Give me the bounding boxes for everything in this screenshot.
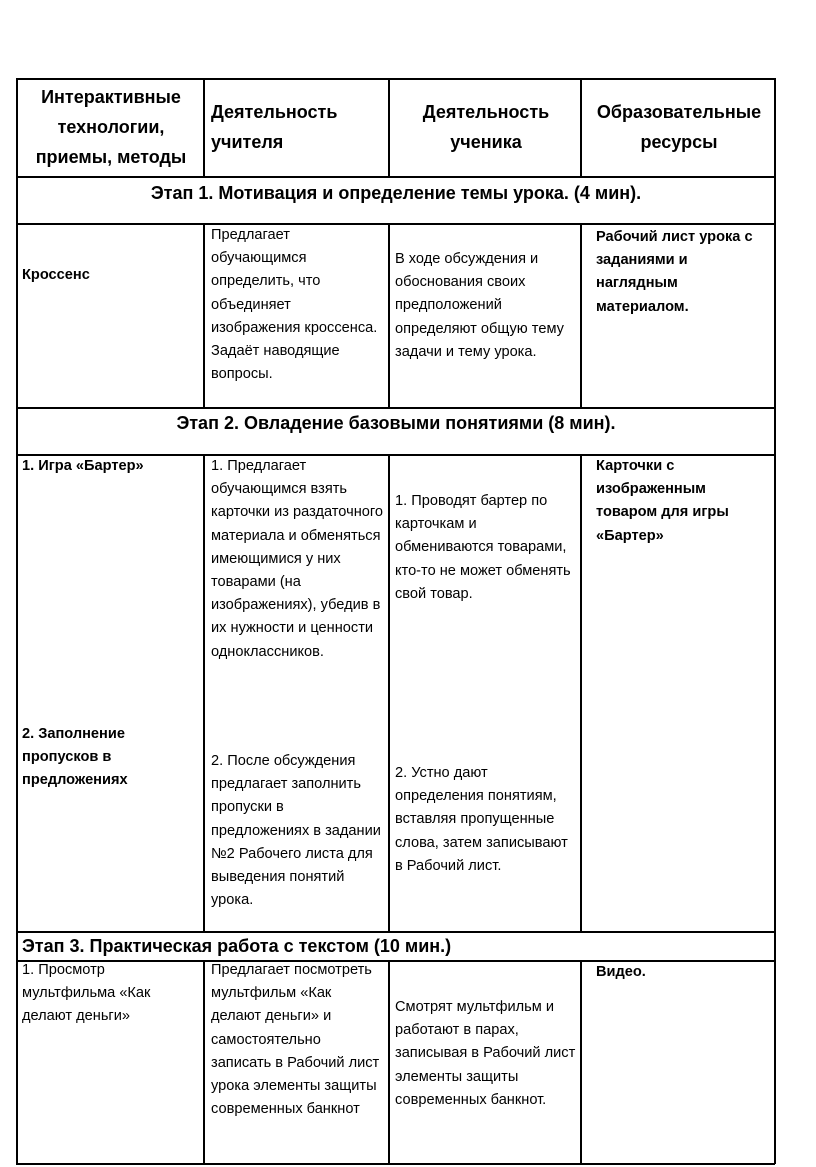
stage-3-title: Этап 3. Практическая работа с текстом (10 мин.) [22,936,452,956]
column-divider [203,960,205,1164]
column-divider [388,223,390,407]
column-divider [203,454,205,931]
stage-2-student-2: 2. Устно дают определения понятиям, вставляя пропущенные слова, затем записывают в Рабочий лист. [395,765,568,874]
row-divider [16,223,775,225]
column-divider [203,223,205,407]
stage-1-teacher: Предлагает обучающимся определить, что объединяет изображения кроссенса. Задаёт наводящие вопросы. [211,227,378,383]
stage-2-teacher-2: 2. После обсуждения предлагает заполнить пропуски в предложениях в задании №2 Рабочего листа для выведения понятий урока. [211,753,381,909]
stage-3-teacher: Предлагает посмотреть мультфильм «Как делают деньги» и самостоятельно записать в Рабочий лист урока элементы защиты современных банкнот [211,962,380,1118]
stage-3-student: Смотрят мультфильм и работают в парах, записывая в Рабочий лист элементы защиты современных банкнот. [395,999,576,1108]
table-border-top [16,78,775,80]
stage-2-title: Этап 2. Овладение базовыми понятиями (8 мин). [176,413,616,433]
stage-1-student: В ходе обсуждения и обоснования своих предположений определяют общую тему задачи и тему урока. [395,251,564,360]
stage-1-title: Этап 1. Мотивация и определение темы урока. (4 мин). [150,183,642,203]
column-divider [580,454,582,931]
table-border-left [16,78,18,1164]
stage-2-student-1: 1. Проводят бартер по карточкам и обмениваются товарами, кто-то не может обменять свой товар. [395,493,571,602]
stage-2-teacher-1: 1. Предлагает обучающимся взять карточки из раздаточного материала и обменяться имеющимися у них товарами (на изображениях), убедив в их нужности и ценности одноклассников. [211,458,383,660]
column-divider [580,223,582,407]
stage-2-resources: Карточки с изображенным товаром для игры «Бартер» [596,458,729,544]
column-divider [388,454,390,931]
column-divider [388,960,390,1164]
header-teacher-activity: Деятельность учителя [211,102,338,152]
header-methods: Интерактивные технологии, приемы, методы [35,87,187,167]
header-student-activity: Деятельность ученика [422,102,550,152]
stage-1-method: Кроссенс [22,267,90,283]
row-divider [16,931,775,933]
table-border-right [774,78,776,1164]
row-divider [16,407,775,409]
column-divider [580,78,582,176]
lesson-table [16,78,775,1164]
column-divider [203,78,205,176]
column-divider [580,960,582,1164]
header-resources: Образовательные ресурсы [596,102,762,152]
stage-1-resources: Рабочий лист урока с заданиями и наглядным материалом. [596,229,753,315]
stage-2-method-1: 1. Игра «Бартер» [22,458,144,474]
column-divider [388,78,390,176]
stage-3-method: 1. Просмотр мультфильма «Как делают деньги» [22,962,151,1025]
table-border-bottom [16,1163,775,1165]
stage-2-method-2: 2. Заполнение пропусков в предложениях [22,726,128,789]
stage-3-resources: Видео. [596,964,646,980]
row-divider [16,176,775,178]
